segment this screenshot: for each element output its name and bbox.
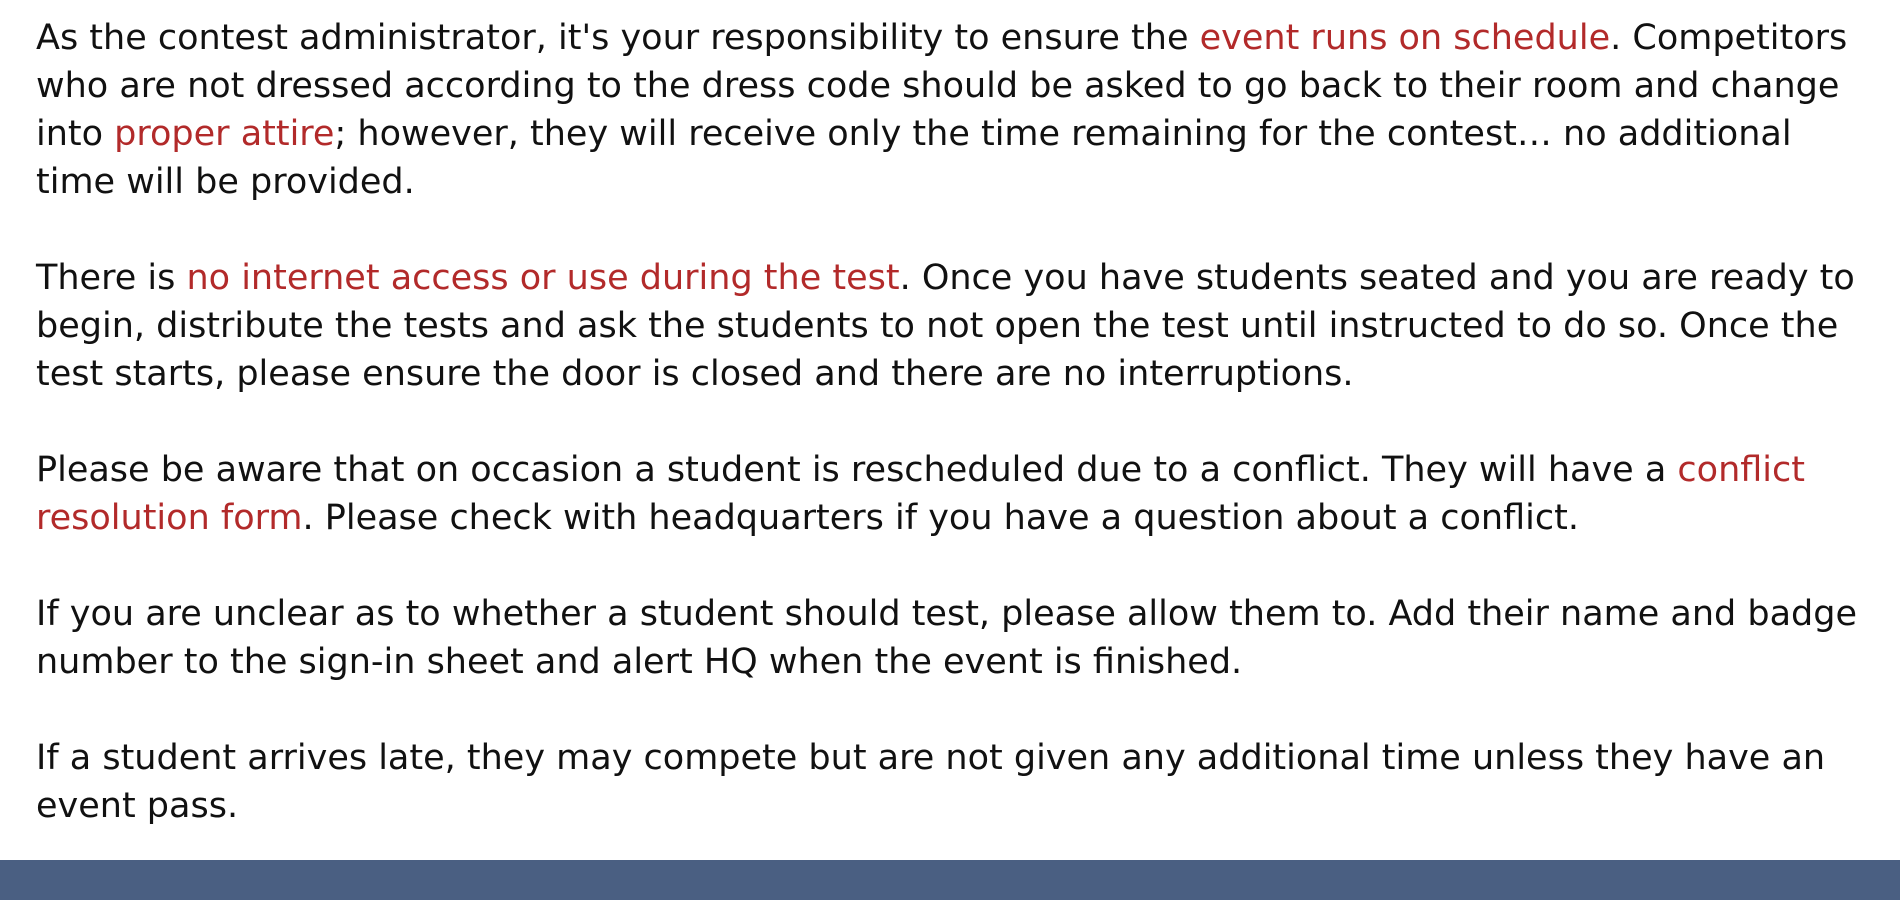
paragraph-text: . Competitors who are not dressed according to the dress code should be asked to go back to their room and change into <box>36 18 1848 154</box>
highlight-conflict-resolution-form: conflict resolution form <box>36 450 1805 538</box>
paragraph-text: . Once you have students seated and you are ready to begin, distribute the tests and ask the students to not open the test until instructed to do so. Once the test starts, please ensure the door is closed and there are no interruptions. <box>36 258 1855 394</box>
paragraph-text: ; however, they will receive only the time remaining for the contest… no additional time will be provided. <box>36 114 1792 202</box>
paragraph-text: There is <box>36 258 187 298</box>
paragraph-text: As the contest administrator, it's your responsibility to ensure the <box>36 18 1200 58</box>
paragraph-schedule <box>36 14 1876 206</box>
paragraph-unclear <box>36 590 1876 686</box>
paragraph-late-arrival <box>36 734 1876 830</box>
paragraph-text: If you are unclear as to whether a student should test, please allow them to. Add their name and badge number to the sign-in sheet and alert HQ when the event is finished. <box>36 594 1858 682</box>
paragraph-text: Please be aware that on occasion a student is rescheduled due to a conflict. They will have a <box>36 450 1678 490</box>
footer-bar <box>0 860 1900 900</box>
paragraph-text: . Please check with headquarters if you have a question about a conflict. <box>302 498 1579 538</box>
highlight-no-internet: no internet access or use during the test <box>186 258 900 298</box>
instructions-document <box>36 14 1876 830</box>
paragraph-conflict <box>36 446 1876 542</box>
paragraph-text: If a student arrives late, they may compete but are not given any additional time unless they have an event pass. <box>36 738 1826 826</box>
paragraph-internet <box>36 254 1876 398</box>
highlight-event-runs-on-schedule: event runs on schedule <box>1199 18 1611 58</box>
highlight-proper-attire: proper attire <box>114 114 335 154</box>
